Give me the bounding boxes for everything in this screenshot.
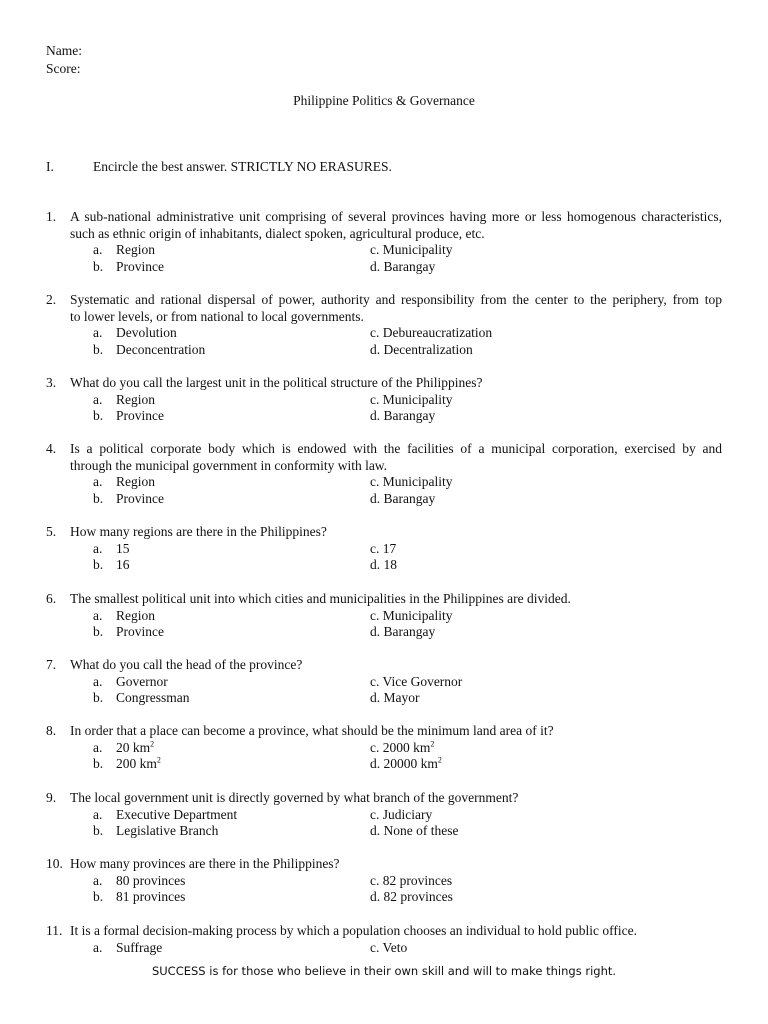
question-2 [46,292,722,358]
answer-option[interactable] [370,557,397,574]
option-letter: b. [93,341,104,357]
option-label: 82 provinces [383,889,453,905]
option-label: Congressman [116,690,190,706]
answer-options [93,740,722,773]
question-text: The smallest political unit into which cities and municipalities in the Philippines are divided. [70,591,571,606]
question-number: 4. [46,441,57,456]
question-1 [46,209,722,275]
option-letter: b. [93,889,104,905]
option-label: 20000 km [383,756,438,772]
option-letter: a. [93,474,103,490]
answer-options [93,242,722,275]
option-letter: c. [370,872,380,888]
option-label: Mayor [383,690,420,706]
question-text: In order that a place can become a province, what should be the minimum land area of it? [70,723,554,738]
options-row [93,740,722,757]
option-label: Region [116,474,155,490]
options-row [93,807,722,824]
option-letter: b. [93,408,104,424]
question-text: Systematic and rational dispersal of power, authority and responsibility from the center to the periphery, from top [70,292,722,307]
answer-option[interactable] [370,756,442,773]
answer-option[interactable] [370,491,435,508]
option-letter: b. [93,823,104,839]
options-row [93,690,722,707]
option-letter: d. [370,690,381,706]
question-number: 3. [46,375,57,390]
answer-option[interactable] [370,807,432,824]
option-letter: d. [370,258,381,274]
option-label: Judiciary [382,806,433,822]
option-label: Barangay [383,624,436,640]
option-label: 15 [116,540,130,556]
option-label: Region [116,391,155,407]
option-letter: a. [93,607,103,623]
answer-options [93,474,722,507]
answer-option[interactable] [370,690,420,707]
option-letter: d. [370,823,381,839]
option-label: Deconcentration [116,341,206,357]
question-number: 8. [46,723,57,738]
option-letter: a. [93,806,103,822]
option-label: 18 [383,557,397,573]
option-letter: c. [370,806,380,822]
option-letter: a. [93,242,103,258]
question-text: It is a formal decision-making process by which a population chooses an individual to hold public office. [70,923,637,938]
options-row [93,259,722,276]
question-text-continued: such as ethnic origin of inhabitants, dialect spoken, agricultural produce, etc. [70,225,485,241]
options-row [93,756,722,773]
question-number: 1. [46,209,57,224]
options-row [93,557,722,574]
option-label: 81 provinces [116,889,186,905]
answer-option[interactable] [93,674,168,691]
question-text: How many regions are there in the Philippines? [70,524,327,539]
option-letter: a. [93,540,103,556]
question-text-continued: through the municipal government in conformity with law. [70,457,388,473]
answer-option[interactable] [93,807,237,824]
options-row [93,325,722,342]
question-text: How many provinces are there in the Philippines? [70,856,340,871]
answer-option[interactable] [370,392,453,409]
option-label: Province [116,408,164,424]
answer-options [93,674,722,707]
answer-options [93,392,722,425]
answer-option[interactable] [370,474,453,491]
answer-options [93,541,722,574]
answer-option[interactable] [93,557,130,574]
question-7 [46,657,722,707]
answer-option[interactable] [93,889,185,906]
option-letter: c. [370,540,380,556]
answer-option[interactable] [93,259,164,276]
answer-option[interactable] [370,940,407,957]
question-6 [46,591,722,641]
option-letter: d. [370,624,381,640]
option-letter: b. [93,624,104,640]
option-label: Barangay [383,408,436,424]
question-5 [46,524,722,574]
question-11 [46,923,722,956]
answer-option[interactable] [370,674,462,691]
footer-quote: SUCCESS is for those who believe in their own skill and will to make things right. [151,964,617,978]
option-label: Veto [382,939,408,955]
option-letter: b. [93,258,104,274]
question-10 [46,856,722,906]
option-label: 2000 km [382,739,431,755]
option-letter: c. [370,939,380,955]
options-row [93,823,722,840]
answer-option[interactable] [370,823,458,840]
option-label: 200 km [116,756,157,772]
option-letter: c. [370,673,380,689]
options-row [93,491,722,508]
question-number: 9. [46,790,57,805]
option-label: Decentralization [383,341,473,357]
options-row [93,624,722,641]
option-superscript: 2 [437,755,442,765]
answer-option[interactable] [370,408,435,425]
option-letter: a. [93,325,103,341]
answer-option[interactable] [370,342,473,359]
answer-option[interactable] [370,242,453,259]
option-letter: b. [93,490,104,506]
option-label: Municipality [382,607,453,623]
option-letter: d. [370,756,381,772]
answer-option[interactable] [370,541,396,558]
question-text-continued: to lower levels, or from national to local governments. [70,308,364,324]
option-letter: a. [93,872,103,888]
option-letter: b. [93,557,104,573]
answer-option[interactable] [93,325,177,342]
question-number: 2. [46,292,57,307]
option-letter: c. [370,474,380,490]
answer-option[interactable] [93,823,218,840]
option-label: Governor [116,673,168,689]
option-letter: c. [370,242,380,258]
option-label: 82 provinces [382,872,453,888]
question-4 [46,441,722,507]
page-title: Philippine Politics & Governance [293,93,475,108]
question-number: 11. [46,923,63,938]
question-text: What do you call the largest unit in the political structure of the Philippines? [70,375,483,390]
answer-option[interactable] [370,889,453,906]
option-letter: a. [93,673,103,689]
section-instruction: Encircle the best answer. STRICTLY NO ERASURES. [93,159,392,174]
option-letter: d. [370,341,381,357]
section-number: I. [46,159,54,174]
option-letter: d. [370,408,381,424]
option-label: Municipality [382,242,453,258]
option-label: 16 [116,557,130,573]
option-label: Barangay [383,258,436,274]
answer-option[interactable] [93,873,185,890]
answer-options [93,325,722,358]
options-row [93,342,722,359]
question-number: 10. [46,856,63,871]
option-superscript: 2 [156,755,161,765]
option-letter: a. [93,739,103,755]
option-letter: b. [93,690,104,706]
answer-option[interactable] [93,392,155,409]
option-letter: a. [93,939,103,955]
question-9 [46,790,722,840]
answer-option[interactable] [370,740,434,757]
options-row [93,889,722,906]
answer-option[interactable] [93,624,164,641]
score-label: Score: [46,61,81,76]
answer-option[interactable] [370,873,452,890]
answer-options [93,940,722,957]
question-number: 7. [46,657,57,672]
answer-option[interactable] [370,608,453,625]
answer-option[interactable] [93,474,155,491]
option-label: Executive Department [116,806,238,822]
option-label: Legislative Branch [116,823,219,839]
option-label: Province [116,258,164,274]
option-letter: d. [370,490,381,506]
question-text: Is a political corporate body which is endowed with the facilities of a municipal corporation, exercised by and [70,441,722,456]
option-label: 80 provinces [116,872,186,888]
options-row [93,242,722,259]
answer-option[interactable] [370,325,492,342]
options-row [93,674,722,691]
options-row [93,408,722,425]
answer-option[interactable] [93,491,164,508]
option-letter: c. [370,391,380,407]
answer-option[interactable] [93,541,130,558]
answer-option[interactable] [93,740,154,757]
option-label: Debureaucratization [382,325,493,341]
option-label: Province [116,624,164,640]
answer-options [93,608,722,641]
answer-option[interactable] [93,342,205,359]
question-text: The local government unit is directly governed by what branch of the government? [70,790,519,805]
option-letter: c. [370,739,380,755]
option-letter: c. [370,325,380,341]
options-row [93,474,722,491]
answer-option[interactable] [93,408,164,425]
answer-options [93,807,722,840]
answer-options [93,873,722,906]
name-label: Name: [46,43,82,58]
option-label: Region [116,607,155,623]
answer-option[interactable] [370,624,435,641]
option-label: Vice Governor [382,673,463,689]
option-label: 20 km [116,739,151,755]
answer-option[interactable] [93,242,155,259]
options-row [93,392,722,409]
answer-option[interactable] [93,940,162,957]
question-number: 6. [46,591,57,606]
option-letter: d. [370,557,381,573]
answer-option[interactable] [93,756,161,773]
options-row [93,940,722,957]
options-row [93,541,722,558]
option-label: Region [116,242,155,258]
option-label: Suffrage [116,939,163,955]
answer-option[interactable] [93,608,155,625]
option-label: Devolution [116,325,177,341]
option-label: Municipality [382,474,453,490]
option-letter: d. [370,889,381,905]
option-letter: b. [93,756,104,772]
option-label: Barangay [383,490,436,506]
option-superscript: 2 [430,739,435,749]
option-letter: a. [93,391,103,407]
option-letter: c. [370,607,380,623]
option-label: Province [116,490,164,506]
question-3 [46,375,722,425]
option-label: 17 [382,540,397,556]
question-number: 5. [46,524,57,539]
question-text: What do you call the head of the province? [70,657,303,672]
answer-option[interactable] [93,690,190,707]
question-8 [46,723,722,773]
option-label: Municipality [382,391,453,407]
answer-option[interactable] [370,259,435,276]
option-label: None of these [383,823,459,839]
option-superscript: 2 [150,739,155,749]
options-row [93,608,722,625]
options-row [93,873,722,890]
question-text: A sub-national administrative unit comprising of several provinces having more or less homogenous characteristics, [70,209,722,224]
